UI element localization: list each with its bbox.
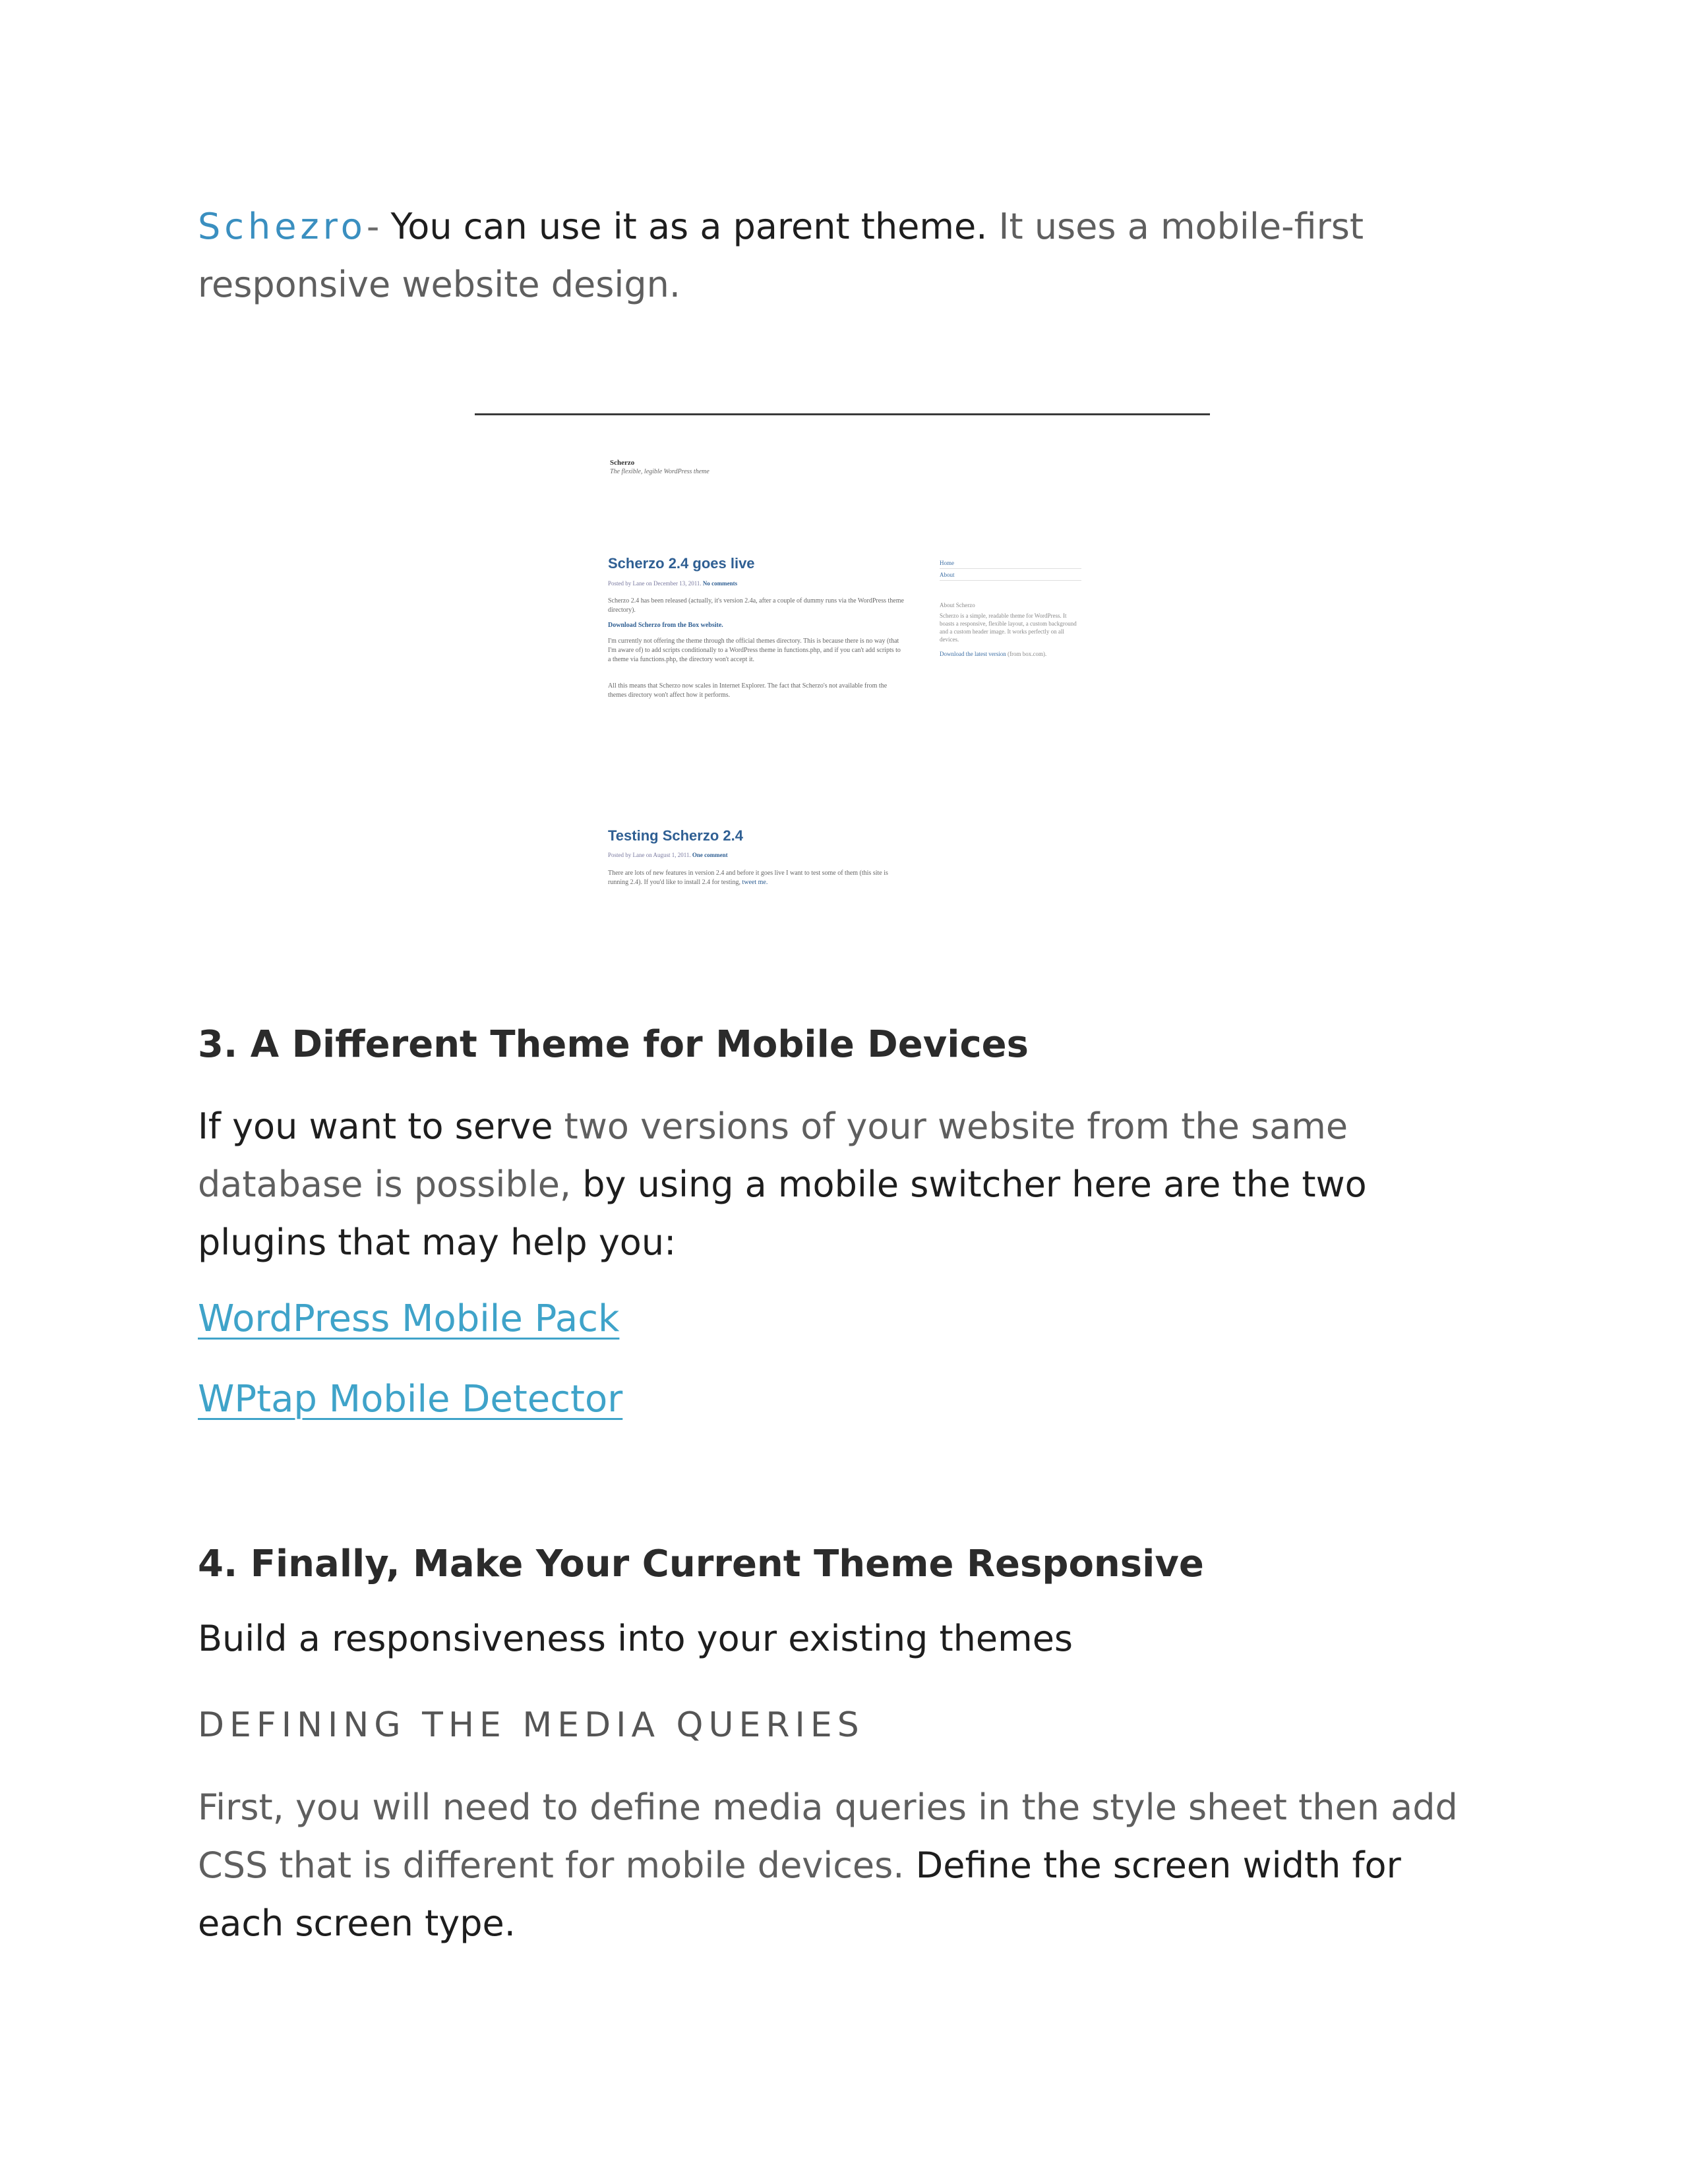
section-4-text-dark: each screen type. [198, 1903, 516, 1944]
brand-name: Schezro [198, 206, 367, 247]
screenshot-post-text: I'm currently not offering the theme through the official themes directory. This is because there is no way (that I'm aware of) to add scripts conditionally to a WordPress theme in functions.php, and if you can't add scripts to a theme via functions.php, the directory won't accept it. [608, 637, 901, 663]
intro-text-muted-2: responsive website design. [198, 264, 681, 305]
post-text-body: There are lots of new features in version 2.4 and before it goes live I want to test some of them (this site is running 2.4). If you'd like to install 2.4 for testing, [608, 870, 888, 886]
post-meta-text: Posted by Lane on August 1, 2011. [608, 852, 691, 858]
intro-paragraph [198, 198, 1364, 314]
section-3-text-dark: plugins that may help you: [198, 1222, 677, 1263]
screenshot-sidebar-nav-about: About [940, 572, 955, 578]
screenshot-site-tagline: The flexible, legible WordPress theme [610, 468, 709, 475]
section-3-text-dark: by using a mobile switcher here are the two [571, 1164, 1367, 1205]
intro-text-dark: You can use it as a parent theme. [390, 206, 988, 247]
horizontal-rule [475, 413, 1210, 415]
intro-text-muted: It uses a mobile-first [987, 206, 1364, 247]
screenshot-sidebar-heading: About Scherzo [940, 602, 975, 608]
screenshot-sidebar-nav-home: Home [940, 560, 954, 566]
screenshot-post-meta [608, 852, 728, 858]
screenshot-sidebar-rule [940, 580, 1081, 581]
screenshot-post-download: Download Scherzo from the Box website. [608, 622, 723, 629]
screenshot-sidebar-text: Scherzo is a simple, readable theme for WordPress. It boasts a responsive, flexible layout, a custom background and a custom header image. It works perfectly on all devices. [940, 612, 1077, 643]
section-4-text-muted: First, you will need to define media queries in the style sheet then add [198, 1786, 1458, 1828]
section-3-text-dark: If you want to serve [198, 1106, 564, 1147]
section-4-heading: 4. Finally, Make Your Current Theme Responsive [198, 1543, 1204, 1585]
screenshot-post-title: Testing Scherzo 2.4 [608, 827, 743, 844]
brand-dash: - [366, 206, 391, 247]
section-3-heading: 3. A Different Theme for Mobile Devices [198, 1023, 1029, 1066]
screenshot-post-meta [608, 580, 737, 587]
section-3-paragraph [198, 1098, 1367, 1272]
sidebar-download-tail: (from box.com). [1007, 651, 1047, 657]
theme-screenshot [593, 448, 1108, 923]
screenshot-sidebar-download [940, 650, 1081, 658]
screenshot-post-text: Scherzo 2.4 has been released (actually, it's version 2.4a, after a couple of dummy runs via the WordPress theme directory). [608, 597, 904, 614]
wptap-mobile-detector-link[interactable]: WPtap Mobile Detector [198, 1378, 623, 1421]
section-4-text-muted: CSS that is different for mobile devices. [198, 1845, 905, 1886]
post-meta-link: No comments [702, 580, 738, 587]
section-4-paragraph [198, 1779, 1458, 1953]
post-meta-text: Posted by Lane on December 13, 2011. [608, 580, 702, 587]
section-3-text-muted: database is possible, [198, 1164, 572, 1205]
screenshot-site-title: Scherzo [610, 459, 635, 467]
screenshot-post-title: Scherzo 2.4 goes live [608, 555, 755, 572]
post-meta-link: One comment [692, 852, 728, 858]
screenshot-post-text [608, 869, 905, 887]
section-4-text-dark: Define the screen width for [904, 1845, 1401, 1886]
screenshot-sidebar-rule [940, 568, 1081, 569]
section-4-subline: Build a responsiveness into your existing themes [198, 1618, 1073, 1659]
post-text-link: tweet me. [742, 879, 768, 886]
wordpress-mobile-pack-link[interactable]: WordPress Mobile Pack [198, 1297, 620, 1340]
sidebar-download-link: Download the latest version [940, 651, 1006, 657]
media-queries-heading: DEFINING THE MEDIA QUERIES [198, 1705, 864, 1745]
screenshot-post-text: All this means that Scherzo now scales in Internet Explorer. The fact that Scherzo's not available from the themes directory won't affect how it performs. [608, 682, 888, 699]
section-3-text-muted: two versions of your website from the same [564, 1106, 1348, 1147]
